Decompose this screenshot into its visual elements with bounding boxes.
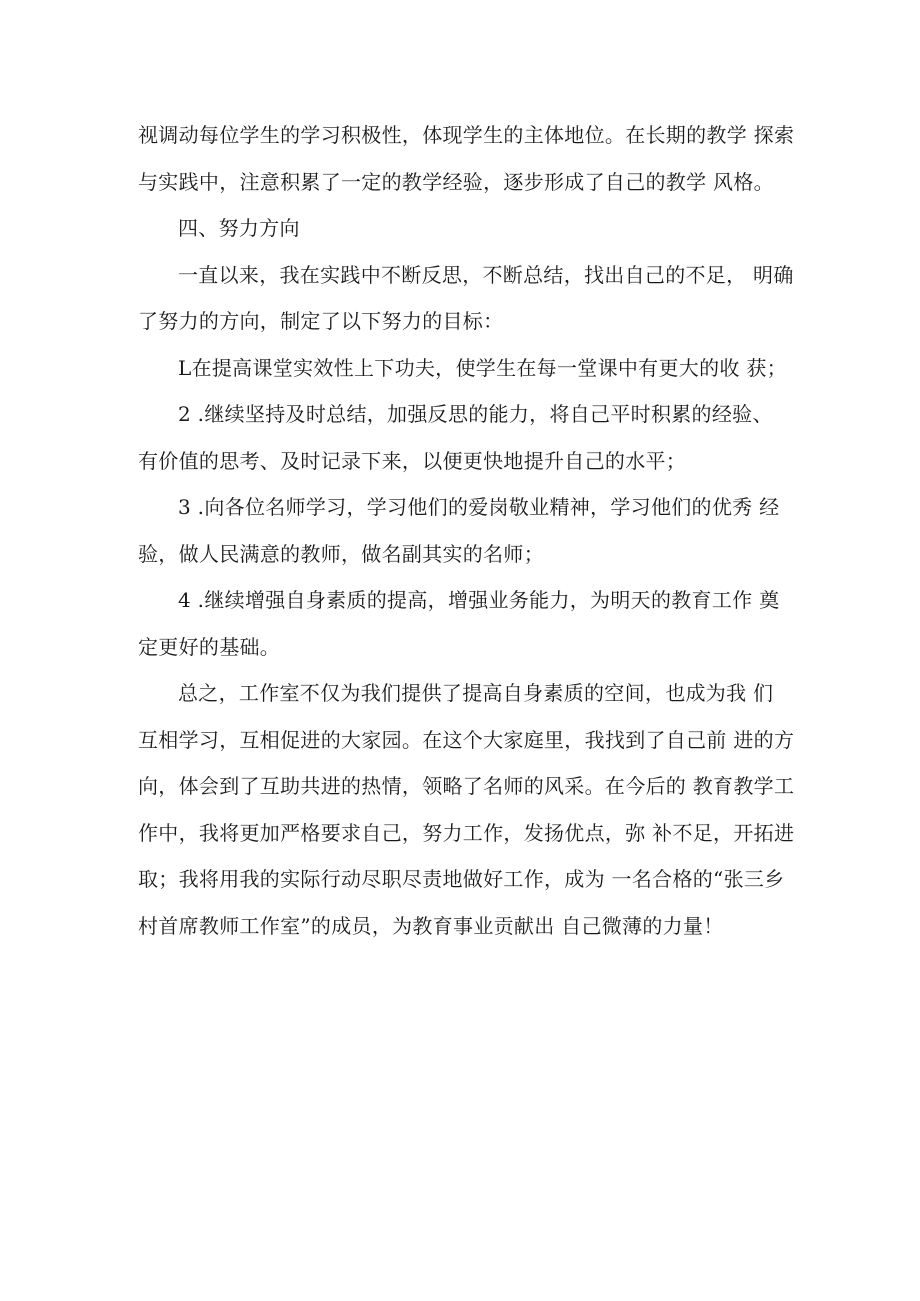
goal-item-4-cont: 定更好的基础。 <box>138 634 281 659</box>
goal-item-2-cont: 有价值的思考、及时记录下来，以便更快地提升自己的水平； <box>138 448 687 473</box>
text-line-2: 与实践中，注意积累了一定的教学经验，逐步形成了自己的教学 风格。 <box>138 169 774 194</box>
section-heading: 四、努力方向 <box>178 216 300 240</box>
conclusion-line-5: 取；我将用我的实际行动尽职尽责地做好工作，成为 一名合格的“张三乡 <box>138 867 785 891</box>
conclusion-line-6: 村首席教师工作室”的成员，为教育事业贡献出 自己微薄的力量！ <box>138 913 724 938</box>
text-line-1: 视调动每位学生的学习积极性，体现学生的主体地位。在长期的教学 探索 <box>138 123 795 147</box>
document-body <box>138 112 795 949</box>
text-line-5: 了努力的方向，制定了以下努力的目标： <box>138 309 504 333</box>
conclusion-line-3: 向，体会到了互助共进的热情，领略了名师的风采。在今后的 教育教学工 <box>138 774 795 798</box>
goal-item-3-cont: 验，做人民满意的教师，做名副其实的名师； <box>138 541 544 566</box>
goal-item-3: 3 .向各位名师学习，学习他们的爱岗敬业精神，学习他们的优秀 经 <box>178 495 780 519</box>
text-line-4: 一直以来，我在实践中不断反思，不断总结，找出自己的不足， 明确 <box>178 262 794 287</box>
conclusion-line-1: 总之，工作室不仅为我们提供了提高自身素质的空间，也成为我 们 <box>178 681 774 705</box>
conclusion-line-2: 互相学习，互相促进的大家园。在这个大家庭里，我找到了自己前 进的方 <box>138 727 795 752</box>
goal-item-4: 4 .继续增强自身素质的提高，增强业务能力，为明天的教育工作 奠 <box>178 588 780 612</box>
goal-item-1: L在提高课堂实效性上下功夫，使学生在每一堂课中有更大的收 获； <box>178 355 787 380</box>
goal-item-2: 2 .继续坚持及时总结，加强反思的能力，将自己平时积累的经验、 <box>178 402 773 426</box>
conclusion-line-4: 作中，我将更加严格要求自己，努力工作，发扬优点，弥 补不足，开拓进 <box>138 820 795 845</box>
